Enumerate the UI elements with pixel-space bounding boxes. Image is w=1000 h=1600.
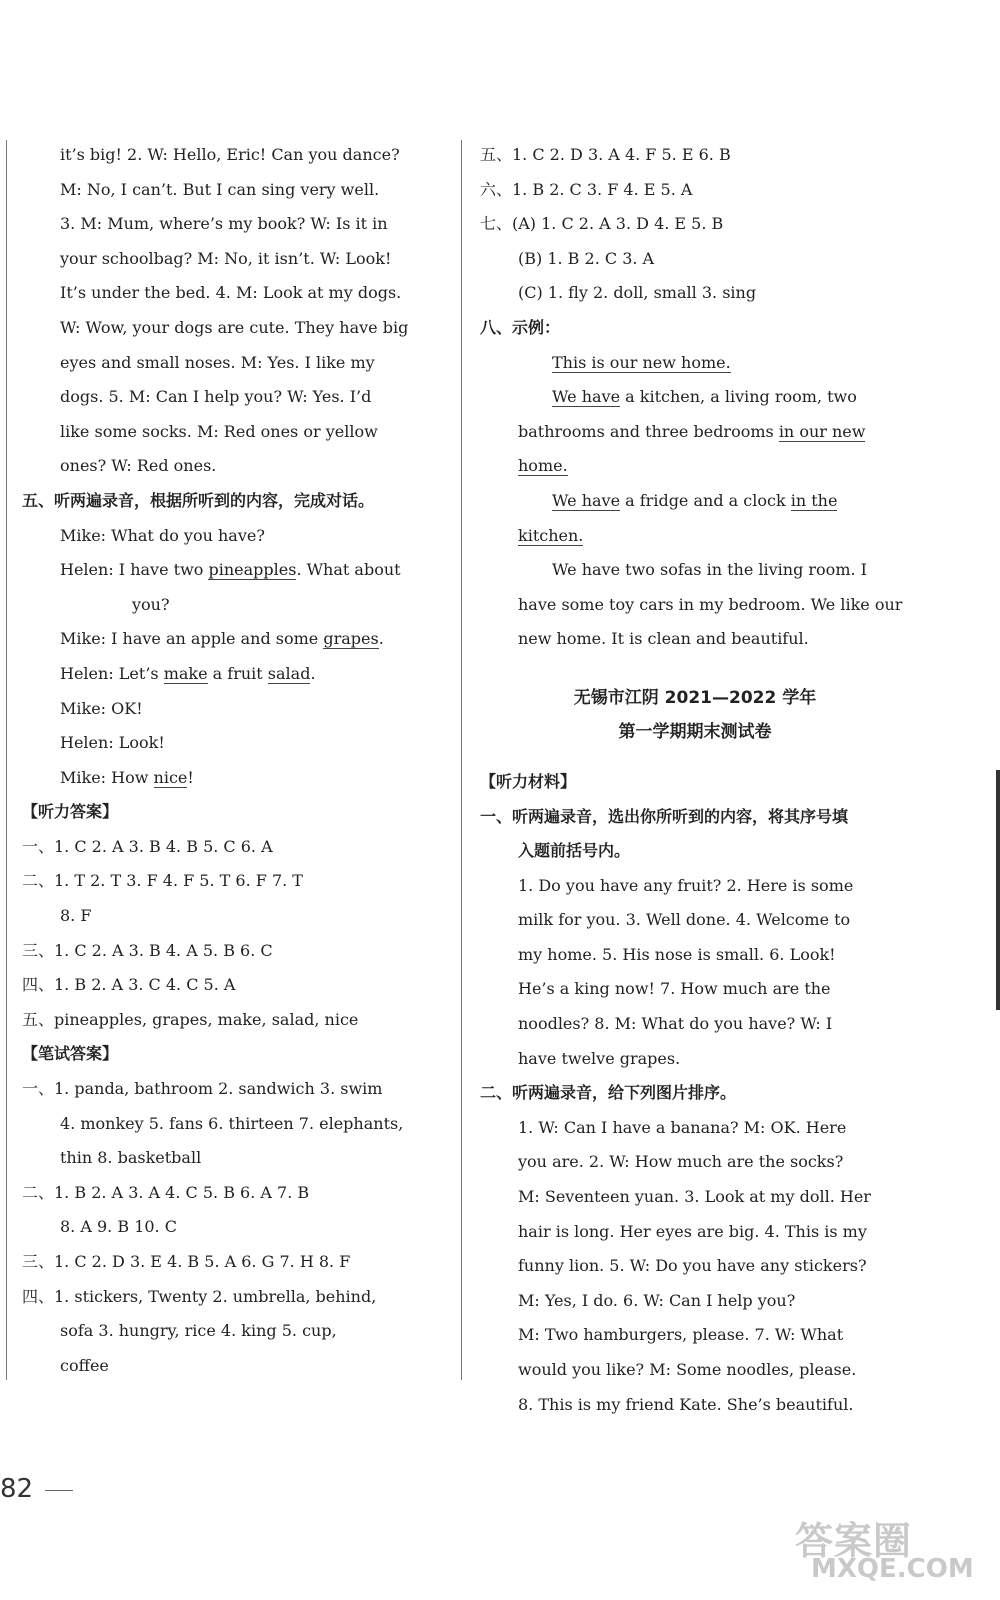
- text-line: your schoolbag? M: No, it isn’t. W: Look!: [60, 248, 392, 268]
- text-line: M: Seventeen yuan. 3. Look at my doll. Her: [518, 1187, 871, 1207]
- underlined-answer: home.: [518, 456, 568, 476]
- text-line: Mike: OK!: [60, 698, 143, 718]
- text-run: .: [310, 663, 316, 683]
- exam-title-line1: 无锡市江阴 2021—2022 学年: [573, 687, 817, 708]
- text-line: 五、pineapples, grapes, make, salad, nice: [22, 1009, 359, 1029]
- text-line: M: No, I can’t. But I can sing very well.: [60, 179, 380, 199]
- text-line: [22, 553, 452, 588]
- text-line: 二、1. T 2. T 3. F 4. F 5. T 6. F 7. T: [22, 871, 303, 891]
- text-line: 【听力材料】: [480, 771, 577, 791]
- text-line: 四、1. B 2. A 3. C 4. C 5. A: [22, 975, 236, 995]
- column-divider: [461, 140, 462, 1380]
- text-line: my home. 5. His nose is small. 6. Look!: [518, 944, 836, 964]
- text-line: thin 8. basketball: [60, 1148, 202, 1168]
- text-line: 五、听两遍录音，根据所听到的内容，完成对话。: [22, 490, 375, 510]
- text-line: have some toy cars in my bedroom. We like our: [518, 594, 903, 614]
- underlined-answer: in the: [790, 490, 838, 510]
- underlined-answer: kitchen.: [518, 525, 584, 545]
- text-line: M: Yes, I do. 6. W: Can I help you?: [518, 1290, 796, 1310]
- text-line: 【笔试答案】: [22, 1044, 119, 1064]
- right-column-top: [480, 138, 910, 657]
- text-run: bathrooms and three bedrooms: [518, 421, 779, 441]
- underlined-answer: grapes: [323, 629, 379, 649]
- text-line: 三、1. C 2. A 3. B 4. A 5. B 6. C: [22, 940, 273, 960]
- text-line: sofa 3. hungry, rice 4. king 5. cup,: [60, 1321, 337, 1341]
- text-line: ones? W: Red ones.: [60, 456, 217, 476]
- text-line: Helen: Look!: [60, 733, 165, 753]
- text-line: 六、1. B 2. C 3. F 4. E 5. A: [480, 179, 693, 199]
- text-line: 8. This is my friend Kate. She’s beautiful.: [518, 1394, 854, 1414]
- page-number: 82: [0, 1474, 34, 1504]
- text-line: 1. W: Can I have a banana? M: OK. Here: [518, 1117, 847, 1137]
- text-run: a fruit: [207, 663, 268, 683]
- watermark-bottom: MXQE.COM: [811, 1554, 974, 1584]
- text-line: like some socks. M: Red ones or yellow: [60, 421, 378, 441]
- text-line: We have two sofas in the living room. I: [552, 560, 867, 580]
- underlined-answer: We have: [552, 387, 621, 407]
- text-line: dogs. 5. M: Can I help you? W: Yes. I’d: [60, 387, 372, 407]
- right-column: [480, 138, 910, 1422]
- text-line: 二、听两遍录音，给下列图片排序。: [480, 1083, 737, 1103]
- exam-title-line2: 第一学期期末测试卷: [618, 721, 772, 742]
- text-line: 五、1. C 2. D 3. A 4. F 5. E 6. B: [480, 145, 731, 164]
- text-run: Helen: I have two: [60, 560, 209, 580]
- text-line: eyes and small noses. M: Yes. I like my: [60, 352, 375, 372]
- text-line: [480, 346, 910, 381]
- text-line: 二、1. B 2. A 3. A 4. C 5. B 6. A 7. B: [22, 1182, 310, 1202]
- underlined-answer: pineapples: [208, 560, 297, 580]
- text-line: [22, 761, 452, 796]
- text-line: you?: [132, 594, 170, 614]
- underlined-answer: salad: [267, 663, 311, 683]
- text-run: Mike: How: [60, 767, 154, 787]
- text-line: 八、示例：: [480, 317, 561, 337]
- text-line: 4. monkey 5. fans 6. thirteen 7. elephants,: [60, 1113, 404, 1133]
- text-line: new home. It is clean and beautiful.: [518, 629, 809, 649]
- left-column: [22, 138, 452, 1383]
- text-line: (B) 1. B 2. C 3. A: [518, 248, 655, 268]
- text-line: Mike: What do you have?: [60, 525, 265, 545]
- text-run: a fridge and a clock: [620, 490, 791, 510]
- text-line: 8. A 9. B 10. C: [60, 1217, 177, 1237]
- text-run: . What about: [296, 560, 401, 580]
- text-line: 1. Do you have any fruit? 2. Here is some: [518, 875, 854, 895]
- text-line: It’s under the bed. 4. M: Look at my dogs.: [60, 283, 402, 303]
- text-run: a kitchen, a living room, two: [620, 387, 857, 407]
- scan-edge-mark: [996, 770, 1000, 1010]
- text-line: coffee: [60, 1355, 109, 1375]
- underlined-answer: nice: [153, 767, 188, 787]
- text-line: funny lion. 5. W: Do you have any stickers?: [518, 1256, 867, 1276]
- text-line: W: Wow, your dogs are cute. They have big: [60, 317, 409, 337]
- underlined-answer: in our new: [778, 421, 866, 441]
- text-line: you are. 2. W: How much are the socks?: [518, 1152, 844, 1172]
- text-line: noodles? 8. M: What do you have? W: I: [518, 1014, 833, 1034]
- watermark-logo: [795, 1510, 975, 1590]
- text-line: 入题前括号内。: [518, 841, 631, 861]
- text-line: He’s a king now! 7. How much are the: [518, 979, 831, 999]
- page-number-rule: [45, 1490, 73, 1491]
- text-line: 三、1. C 2. D 3. E 4. B 5. A 6. G 7. H 8. F: [22, 1252, 351, 1271]
- text-line: [480, 519, 910, 554]
- text-line: [480, 484, 910, 519]
- underlined-answer: make: [163, 663, 208, 683]
- text-line: [480, 449, 910, 484]
- watermark-top: 答案圈: [795, 1519, 913, 1563]
- text-line: [22, 657, 452, 692]
- text-run: Helen: Let’s: [60, 663, 164, 683]
- left-margin-rule: [6, 140, 7, 1380]
- text-line: 【听力答案】: [22, 802, 119, 822]
- text-line: [480, 415, 910, 450]
- text-line: [480, 380, 910, 415]
- text-line: [22, 622, 452, 657]
- text-run: Mike: I have an apple and some: [60, 629, 324, 649]
- text-line: (C) 1. fly 2. doll, small 3. sing: [518, 283, 757, 303]
- right-column-bottom: [480, 765, 910, 1422]
- text-line: have twelve grapes.: [518, 1048, 681, 1068]
- text-line: 3. M: Mum, where’s my book? W: Is it in: [60, 214, 388, 234]
- text-line: 四、1. stickers, Twenty 2. umbrella, behind,: [22, 1286, 377, 1306]
- text-line: milk for you. 3. Well done. 4. Welcome to: [518, 910, 851, 930]
- text-line: 一、听两遍录音，选出你所听到的内容，将其序号填: [480, 806, 849, 826]
- text-line: would you like? M: Some noodles, please.: [518, 1360, 857, 1379]
- text-line: 一、1. panda, bathroom 2. sandwich 3. swim: [22, 1079, 383, 1099]
- text-line: it’s big! 2. W: Hello, Eric! Can you dance?: [60, 145, 400, 164]
- underlined-answer: We have: [552, 490, 621, 510]
- text-line: 七、(A) 1. C 2. A 3. D 4. E 5. B: [480, 214, 724, 234]
- text-run: .: [378, 629, 384, 649]
- text-run: !: [187, 767, 194, 787]
- text-line: M: Two hamburgers, please. 7. W: What: [518, 1325, 844, 1345]
- text-line: 8. F: [60, 906, 92, 926]
- text-line: hair is long. Her eyes are big. 4. This is my: [518, 1221, 867, 1241]
- text-line: 一、1. C 2. A 3. B 4. B 5. C 6. A: [22, 836, 273, 856]
- underlined-answer: This is our new home.: [552, 352, 731, 372]
